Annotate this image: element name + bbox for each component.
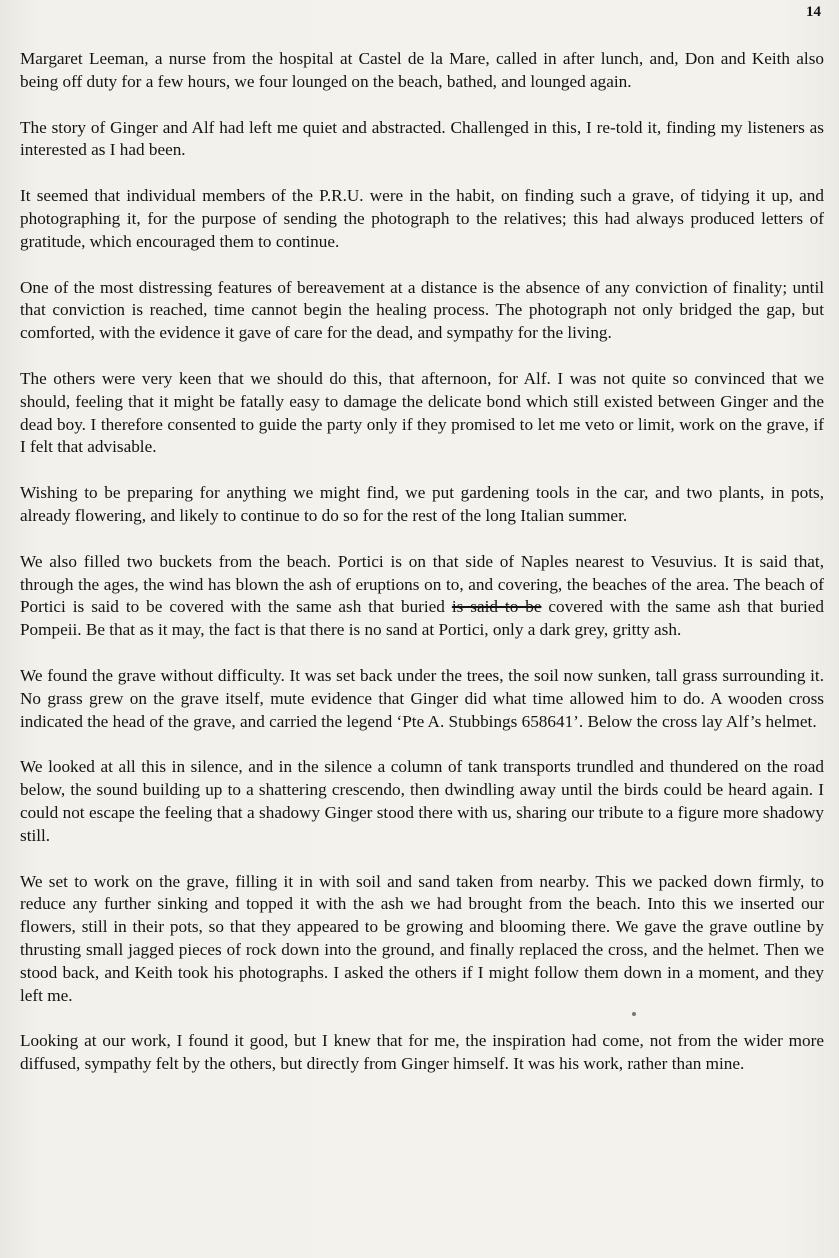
paragraph-bereavement: One of the most distressing features of bereavement at a distance is the absence of any conviction of finality; until that conviction is reached, time cannot begin the healing process. The photograph not only bridged the gap, but comforted, with the evidence it gave of care for the dead, and sympathy for the living. <box>20 277 824 343</box>
paragraph-silence: We looked at all this in silence, and in the silence a column of tank transports trundled and thundered on the road below, the sound building up to a shattering crescendo, then dwindling away until the birds could be heard again. I could not escape the feeling that a shadowy Ginger stood there with us, sharing our tribute to a figure more shadowy still. <box>20 757 824 845</box>
body-text <box>20 48 824 1076</box>
paragraph-beach-afternoon: Margaret Leeman, a nurse from the hospital at Castel de la Mare, called in after lunch, and, Don and Keith also being off duty for a few hours, we four lounged on the beach, bathed, and lounged again. <box>20 49 824 91</box>
paragraph-work-on-grave: We set to work on the grave, filling it in with soil and sand taken from nearby. This we packed down firmly, to reduce any further sinking and topped it with the ash we had brought from the beach. Into this we inserted our flowers, still in their pots, so that they appeared to be growing and blooming there. We gave the grave outline by thrusting small jagged pieces of rock down into the ground, and finally replaced the cross, and the helmet. Then we stood back, and Keith took his photographs. I asked the others if I might follow them down in a moment, and they left me. <box>20 871 824 1005</box>
paragraph-portici-ash-part1: We also filled two buckets from the beach. Portici is on that side of Naples nearest to Vesuvius. It is said that, through the ages, the wind has blown the ash of eruptions on to, and covering, the beaches of the area. The beach of Portici is said to be covered with the same ash that buried <box>20 551 824 617</box>
paragraph-portici-ash-part2: covered with the same ash that buried Pompeii. Be that as it may, the fact is that there is no sand at Portici, only a dark grey, gritty ash. <box>20 597 824 640</box>
page-number: 14 <box>806 4 821 20</box>
paragraph-keen-others: The others were very keen that we should do this, that afternoon, for Alf. I was not quite so convinced that we should, feeling that it might be fatally easy to damage the delicate bond which still existed between Ginger and the dead boy. I therefore consented to guide the party only if they promised to let me veto or limit, work on the grave, if I felt that advisable. <box>20 368 824 457</box>
struck-through-text: is said to be <box>451 597 542 617</box>
paragraph-pru-custom: It seemed that individual members of the P.R.U. were in the habit, on finding such a grave, of tidying it up, and photographing it, for the purpose of sending the photograph to the relatives; this had always produced letters of gratitude, which encouraged them to continue. <box>20 186 824 251</box>
paragraph-preparations: Wishing to be preparing for anything we might find, we put gardening tools in the car, and two plants, in pots, already flowering, and likely to continue to do so for the rest of the long Italian summer. <box>20 483 824 525</box>
paragraph-portici-ash <box>20 551 824 642</box>
paragraph-story-retold: The story of Ginger and Alf had left me quiet and abstracted. Challenged in this, I re-told it, finding my listeners as interested as I had been. <box>20 117 824 160</box>
paper-speck <box>632 1012 636 1016</box>
paragraph-conclusion: Looking at our work, I found it good, but I knew that for me, the inspiration had come, not from the wider more diffused, sympathy felt by the others, but directly from Ginger himself. It was his work, rather than mine. <box>20 1031 824 1074</box>
paragraph-found-grave: We found the grave without difficulty. It was set back under the trees, the soil now sunken, tall grass surrounding it. No grass grew on the grave itself, mute evidence that Ginger did what time allowed him to do. A wooden cross indicated the head of the grave, and carried the legend ‘Pte A. Stubbings 658641’. Below the cross lay Alf’s helmet. <box>20 665 824 731</box>
